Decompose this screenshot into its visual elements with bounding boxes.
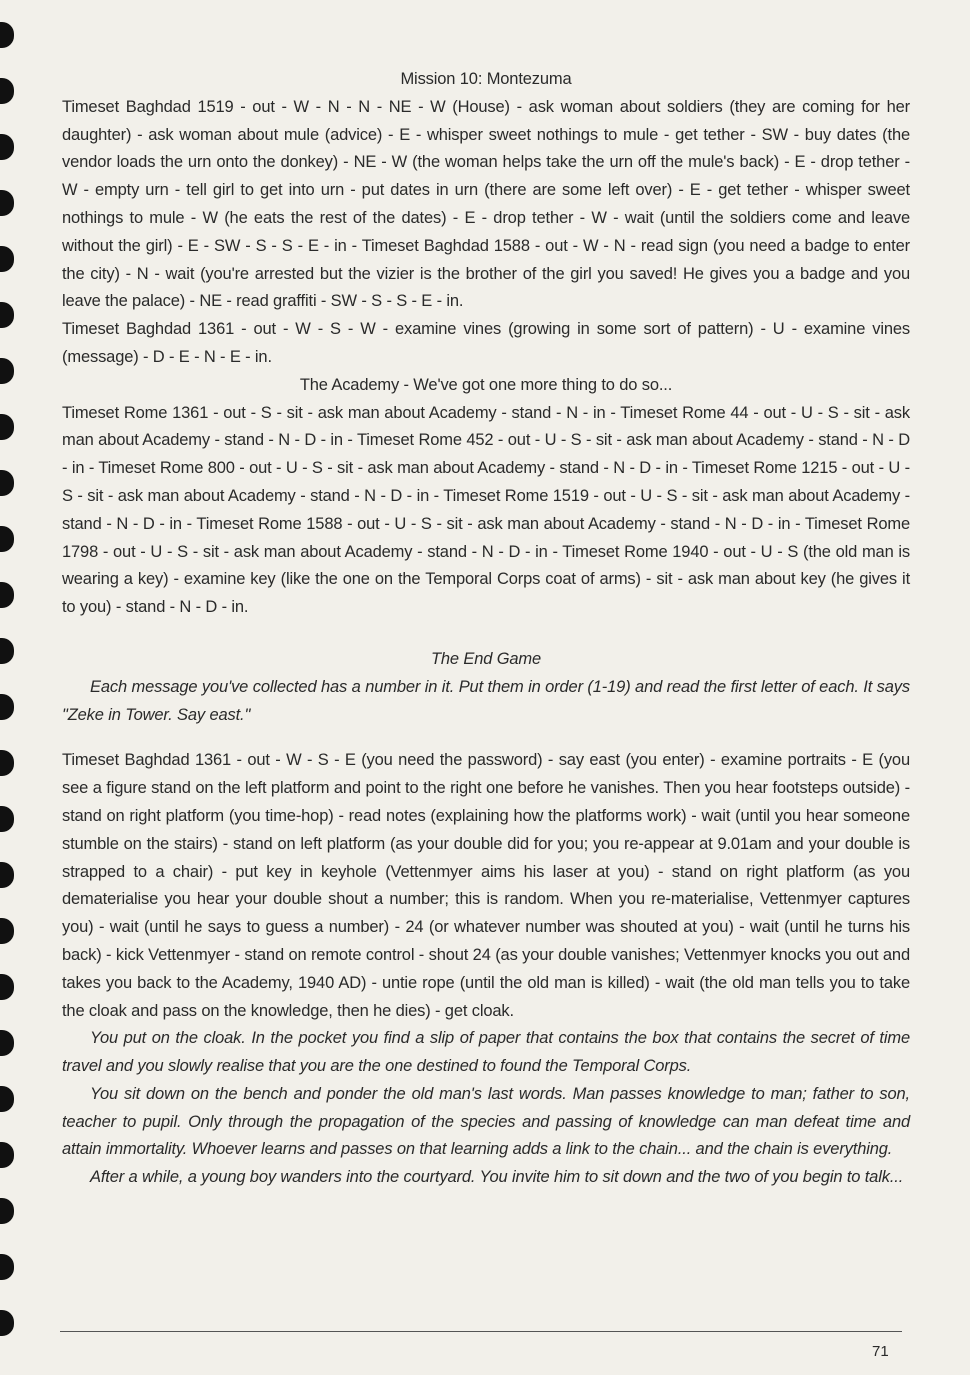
binding-hole xyxy=(0,638,14,664)
footer-rule xyxy=(60,1331,902,1332)
binding-hole xyxy=(0,1142,14,1168)
binding-hole xyxy=(0,1198,14,1224)
binding-hole xyxy=(0,246,14,272)
binding-hole xyxy=(0,134,14,160)
binding-hole xyxy=(0,582,14,608)
endgame-heading: The End Game xyxy=(430,649,542,668)
italic-paragraph: Each message you've collected has a number in it. Put them in order (1-19) and read the first letter of each. It says "Zeke in Tower. Say east." xyxy=(62,677,910,724)
walkthrough-paragraph: Timeset Baghdad 1519 - out - W - N - N - NE - W (House) - ask woman about soldiers (they are coming for her daughter) - ask woman about mule (advice) - E - whisper sweet nothings to mule - get tether - SW - buy dates (the vendor loads the urn onto the donkey) - NE - W (the woman helps take the urn off the mule's back) - E - drop tether - W - empty urn - tell girl to get into urn - put dates in urn (there are some left over) - E - get tether - whisper sweet nothings to mule - W (he eats the rest of the dates) - E - drop tether - W - wait (until the soldiers come and leave without the girl) - E - SW - S - S - E - in - Timeset Baghdad 1588 - out - W - N - read sign (you need a badge to enter the city) - N - wait (you're arrested but the vizier is the brother of the girl you saved! He gives you a badge and you leave the palace) - NE - read graffiti - SW - S - S - E - in. xyxy=(62,97,910,311)
binding-hole xyxy=(0,526,14,552)
page-number: 71 xyxy=(872,1343,889,1360)
binding-hole xyxy=(0,414,14,440)
academy-heading: The Academy - We've got one more thing to do so... xyxy=(299,375,673,394)
italic-paragraph: After a while, a young boy wanders into the courtyard. You invite him to sit down and the two of you begin to talk... xyxy=(90,1168,904,1187)
binding-hole xyxy=(0,1030,14,1056)
binding-hole xyxy=(0,1086,14,1112)
binding-hole xyxy=(0,806,14,832)
binding-hole xyxy=(0,358,14,384)
walkthrough-paragraph: Timeset Rome 1361 - out - S - sit - ask man about Academy - stand - N - in - Timeset Rome 44 - out - U - S - sit - ask man about Academy - stand - N - D - in - Timeset Rome 452 - out - U - S - sit - ask man about Academy - stand - N - D - in - Timeset Rome 800 - out - U - S - sit - ask man about Academy - stand - N - D - in - Timeset Rome 1215 - out - U - S - sit - ask man about Academy - stand - N - D - in - Timeset Rome 1519 - out - U - S - sit - ask man about Academy - stand - N - D - in - Timeset Rome 1588 - out - U - S - sit - ask man about Academy - stand - N - D - in - Timeset Rome 1798 - out - U - S - sit - ask man about Academy - stand - N - D - in - Timeset Rome 1940 - out - U - S (the old man is wearing a key) - examine key (like the one on the Temporal Corps coat of arms) - sit - ask man about key (he gives it to you) - stand - N - D - in. xyxy=(62,403,910,617)
binding-hole xyxy=(0,918,14,944)
mission-heading: Mission 10: Montezuma xyxy=(400,70,572,88)
binding-hole xyxy=(0,22,14,48)
walkthrough-paragraph: Timeset Baghdad 1361 - out - W - S - W - examine vines (growing in some sort of pattern) - U - examine vines (message) - D - E - N - E - in. xyxy=(62,320,910,366)
walkthrough-paragraph: Timeset Baghdad 1361 - out - W - S - E (you need the password) - say east (you enter) - examine portraits - E (you see a figure stand on the left platform and point to the right one before he vanishes. Then you hear footsteps outside) - stand on right platform (you time-hop) - read notes (explaining how the platforms work) - wait (until you hear someone stumble on the stairs) - stand on left platform (as your double did for you; you re-appear at 9.01am and your double is strapped to a chair) - put key in keyhole (Vettenmyer aims his laser at you) - stand on right platform (as you dematerialise you hear your double shout a number; this is random. When you re-materialise, Vettenmyer captures you) - wait (until he says to guess a number) - 24 (or whatever number was shouted at you) - wait (until he turns his back) - kick Vettenmyer - stand on remote control - shout 24 (as your double vanishes; Vettenmyer knocks you out and takes you back to the Academy, 1940 AD) - untie rope (until the old man is killed) - wait (the old man tells you to take the cloak and pass on the knowledge, then he dies) - get cloak. xyxy=(62,751,910,1020)
binding-hole xyxy=(0,78,14,104)
italic-paragraph: You put on the cloak. In the pocket you find a slip of paper that contains the box that contains the secret of time travel and you slowly realise that you are the one destined to found the Temporal Corps. xyxy=(62,1029,910,1076)
page-content xyxy=(62,66,910,1192)
binding-hole xyxy=(0,470,14,496)
binding-hole xyxy=(0,750,14,776)
binding-hole xyxy=(0,1254,14,1280)
binding-hole xyxy=(0,974,14,1000)
binding-hole xyxy=(0,694,14,720)
ring-binding xyxy=(0,0,26,1375)
binding-hole xyxy=(0,862,14,888)
binding-hole xyxy=(0,190,14,216)
binding-hole xyxy=(0,1310,14,1336)
binding-hole xyxy=(0,302,14,328)
italic-paragraph: You sit down on the bench and ponder the old man's last words. Man passes knowledge to man; father to son, teacher to pupil. Only through the propagation of the species and passing of knowledge can man defeat time and attain immortality. Whoever learns and passes on that learning adds a link to the chain... and the chain is everything. xyxy=(62,1084,910,1159)
